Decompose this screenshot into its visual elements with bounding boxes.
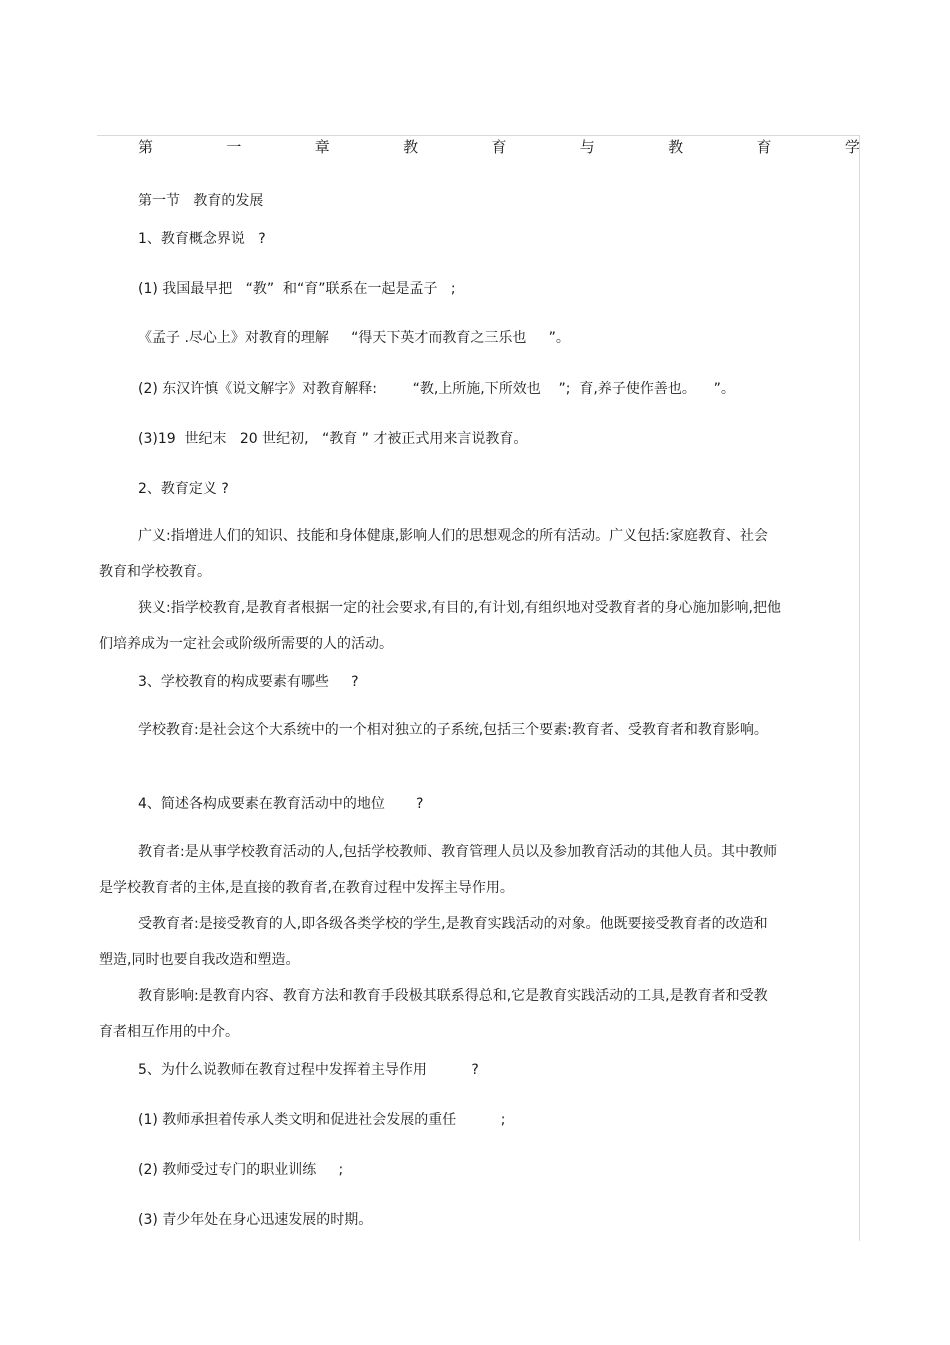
question-3: 3、学校教育的构成要素有哪些 ?: [138, 674, 359, 690]
paragraph-educator: 教育者:是从事学校教育活动的人,包括学校教师、教育管理人员以及参加教育活动的其他人员。其中教师是学校教育者的主体,是直接的教育者,在教育过程中发挥主导作用。: [99, 844, 778, 896]
chapter-title-char: 教: [403, 138, 419, 156]
question-1: 1、教育概念界说 ?: [138, 231, 266, 247]
chapter-title-char: 章: [314, 138, 330, 156]
answer-5-3: (3) 青少年处在身心迅速发展的时期。: [138, 1212, 373, 1228]
page-border-top: [97, 135, 860, 136]
answer-1-3: (3)19 世纪末 20 世纪初, “教育 ” 才被正式用来言说教育。: [138, 431, 528, 447]
answer-1-1: (1) 我国最早把 “教” 和“育”联系在一起是孟子 ;: [138, 281, 456, 297]
chapter-title-char: 育: [756, 138, 772, 156]
chapter-title-char: 与: [579, 138, 595, 156]
question-2: 2、教育定义 ?: [138, 481, 229, 497]
chapter-title: [138, 138, 860, 156]
chapter-title-char: 育: [491, 138, 507, 156]
answer-5-1: (1) 教师承担着传承人类文明和促进社会发展的重任 ;: [138, 1112, 506, 1128]
answer-1-2: (2) 东汉许慎《说文解字》对教育解释: “教,上所施,下所效也 ”; 育,养子使作善也。 ”。: [138, 381, 735, 397]
question-4: 4、简述各构成要素在教育活动中的地位 ?: [138, 796, 424, 812]
page-border-right: [859, 135, 860, 1241]
chapter-title-char: 教: [668, 138, 684, 156]
paragraph-broad-definition: 广义:指增进人们的知识、技能和身体健康,影响人们的思想观念的所有活动。广义包括:家庭教育、社会教育和学校教育。: [99, 528, 768, 580]
question-5: 5、为什么说教师在教育过程中发挥着主导作用 ?: [138, 1062, 479, 1078]
section-heading: 第一节 教育的发展: [138, 193, 264, 209]
paragraph-education-influence: 教育影响:是教育内容、教育方法和教育手段极其联系得总和,它是教育实践活动的工具,是教育者和受教育者相互作用的中介。: [99, 988, 768, 1040]
answer-1-1b: 《孟子 .尽心上》对教育的理解 “得天下英才而教育之三乐也 ”。: [138, 330, 570, 346]
paragraph-school-education: 学校教育:是社会这个大系统中的一个相对独立的子系统,包括三个要素:教育者、受教育者和教育影响。: [138, 722, 768, 738]
paragraph-educatee: 受教育者:是接受教育的人,即各级各类学校的学生,是教育实践活动的对象。他既要接受教育者的改造和塑造,同时也要自我改造和塑造。: [99, 916, 768, 968]
paragraph-narrow-definition: 狭义:指学校教育,是教育者根据一定的社会要求,有目的,有计划,有组织地对受教育者的身心施加影响,把他们培养成为一定社会或阶级所需要的人的活动。: [99, 600, 781, 652]
chapter-title-char: 学: [844, 138, 860, 156]
chapter-title-char: 第: [138, 138, 154, 156]
chapter-title-char: 一: [226, 138, 242, 156]
answer-5-2: (2) 教师受过专门的职业训练 ;: [138, 1162, 344, 1178]
